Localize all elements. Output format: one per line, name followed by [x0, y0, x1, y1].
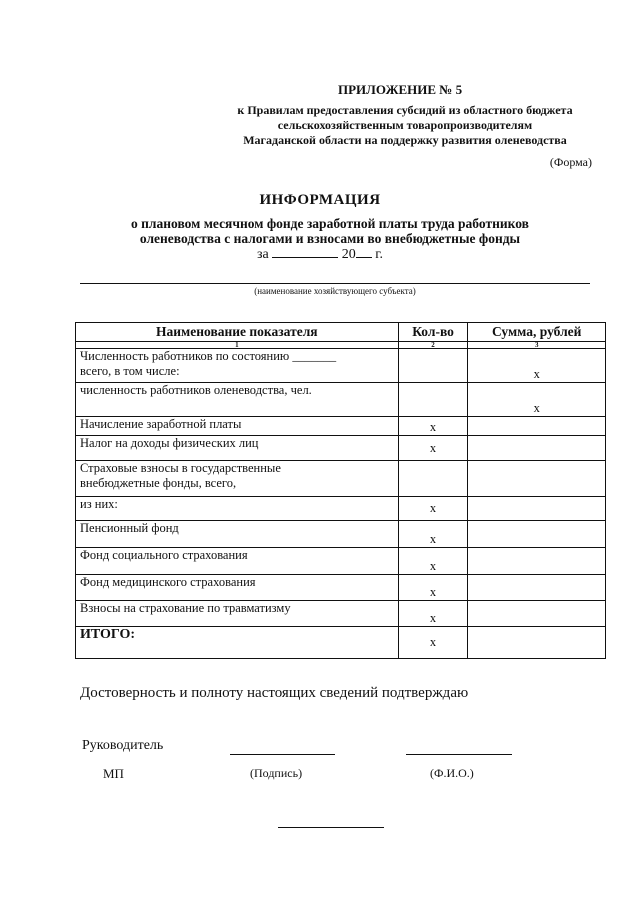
entity-name-line[interactable] — [80, 283, 590, 284]
head-label: Руководитель — [82, 738, 164, 753]
row-name: Начисление заработной платы — [76, 417, 399, 436]
table-row — [76, 521, 606, 548]
appendix-reference — [200, 103, 610, 148]
row-name-line: внебюджетные фонды, всего, — [80, 476, 237, 490]
row-name — [76, 349, 399, 383]
document-title: ИНФОРМАЦИЯ — [259, 192, 381, 208]
form-note: (Форма) — [549, 155, 592, 169]
table-row — [76, 548, 606, 575]
appendix-title: ПРИЛОЖЕНИЕ № 5 — [338, 82, 463, 97]
row-name-line: всего, в том числе: — [80, 364, 180, 378]
row-qty[interactable]: x — [398, 548, 468, 575]
entity-caption: (наименование хозяйствующего субъекта) — [254, 286, 416, 296]
row-name: численность работников оленеводства, чел. — [76, 383, 399, 417]
appendix-ref-line: к Правилам предоставления субсидий из областного бюджета — [237, 103, 573, 117]
period-suffix: г. — [375, 247, 383, 262]
table-row — [76, 383, 606, 417]
subtitle-line: о плановом месячном фонде заработной платы труда работников — [131, 216, 529, 231]
table-row — [76, 497, 606, 521]
date-line[interactable] — [278, 827, 384, 828]
row-sum[interactable] — [468, 627, 606, 659]
table-header-row — [76, 323, 606, 342]
table-row — [76, 436, 606, 461]
row-sum[interactable] — [468, 461, 606, 497]
row-name: Фонд социального страхования — [76, 548, 399, 575]
info-table — [75, 322, 606, 659]
row-sum[interactable] — [468, 548, 606, 575]
row-name: ИТОГО: — [76, 627, 399, 659]
period-line — [0, 245, 640, 263]
table-row — [76, 461, 606, 497]
row-sum[interactable] — [468, 601, 606, 627]
column-number: 1 — [76, 342, 399, 349]
row-qty[interactable]: x — [398, 436, 468, 461]
appendix-ref-line: сельскохозяйственным товаропроизводителям — [277, 118, 533, 132]
period-prefix: за — [257, 247, 269, 262]
row-name: Налог на доходы физических лиц — [76, 436, 399, 461]
header-indicator: Наименование показателя — [76, 323, 399, 342]
row-qty[interactable]: x — [398, 575, 468, 601]
header-quantity: Кол-во — [398, 323, 468, 342]
row-qty[interactable] — [398, 383, 468, 417]
row-qty[interactable] — [398, 349, 468, 383]
table-row — [76, 417, 606, 436]
period-month-blank[interactable] — [272, 245, 338, 258]
signature-line[interactable] — [230, 754, 335, 755]
full-name-label: (Ф.И.О.) — [430, 766, 474, 780]
row-sum[interactable]: x — [468, 383, 606, 417]
row-name: Фонд медицинского страхования — [76, 575, 399, 601]
row-qty[interactable]: x — [398, 627, 468, 659]
table-row-total — [76, 627, 606, 659]
document-subtitle — [80, 216, 580, 246]
subtitle-line: оленеводства с налогами и взносами во внебюджетные фонды — [139, 231, 521, 246]
signature-label: (Подпись) — [250, 766, 303, 780]
row-qty[interactable]: x — [398, 417, 468, 436]
row-sum[interactable]: x — [468, 349, 606, 383]
row-name: Взносы на страхование по травматизму — [76, 601, 399, 627]
table-row — [76, 601, 606, 627]
row-name — [76, 461, 399, 497]
full-name-line[interactable] — [406, 754, 512, 755]
stamp-label: МП — [103, 766, 124, 781]
appendix-ref-line: Магаданской области на поддержку развития оленеводства — [243, 133, 567, 147]
row-name-line: Численность работников по состоянию _______ — [80, 349, 337, 363]
header-sum: Сумма, рублей — [468, 323, 606, 342]
column-number-row — [76, 342, 606, 349]
period-year-blank[interactable] — [356, 245, 372, 258]
row-name: из них: — [76, 497, 399, 521]
row-name: Пенсионный фонд — [76, 521, 399, 548]
column-number: 2 — [398, 342, 468, 349]
table-row — [76, 349, 606, 383]
period-year: 20 — [341, 247, 356, 262]
row-qty[interactable] — [398, 461, 468, 497]
confirmation-text: Достоверность и полноту настоящих сведений подтверждаю — [80, 685, 469, 701]
row-name-line: Страховые взносы в государственные — [80, 461, 281, 475]
row-qty[interactable]: x — [398, 497, 468, 521]
row-qty[interactable]: x — [398, 601, 468, 627]
row-sum[interactable] — [468, 575, 606, 601]
column-number: 3 — [468, 342, 606, 349]
table-row — [76, 575, 606, 601]
row-sum[interactable] — [468, 497, 606, 521]
row-sum[interactable] — [468, 436, 606, 461]
row-sum[interactable] — [468, 521, 606, 548]
row-sum[interactable] — [468, 417, 606, 436]
row-qty[interactable]: x — [398, 521, 468, 548]
